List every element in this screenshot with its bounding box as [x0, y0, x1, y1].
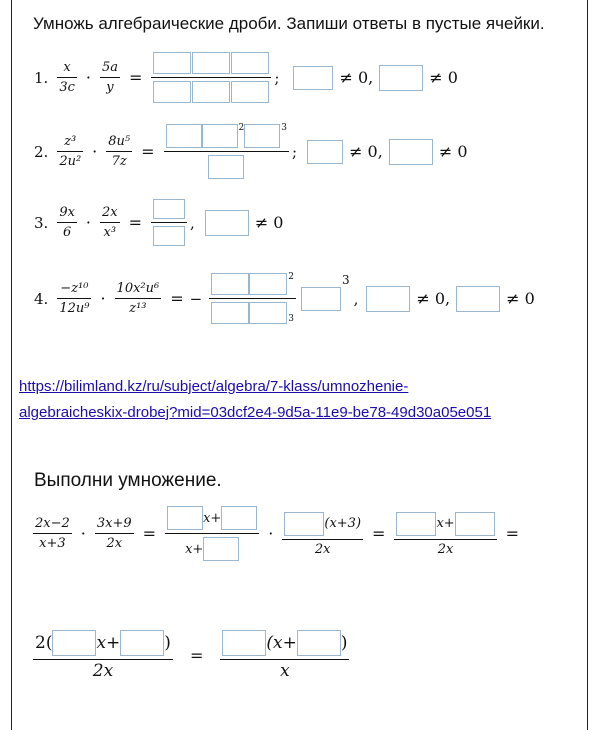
- not-equal-text: ≠ 0: [254, 213, 284, 232]
- exponent: 2: [288, 272, 294, 282]
- answer-box[interactable]: [153, 226, 185, 246]
- exponent: 3: [288, 314, 294, 324]
- fraction-bar: [394, 539, 496, 540]
- exercise-2: [34, 124, 474, 179]
- answer-box[interactable]: [211, 273, 249, 295]
- equals-sign: =: [170, 289, 184, 308]
- exercise-1: [34, 52, 464, 103]
- condition-box[interactable]: [293, 66, 333, 90]
- equals-sign: =: [142, 524, 157, 543]
- equals-sign: =: [189, 645, 204, 665]
- denominator: 2u²: [59, 154, 82, 169]
- answer-box[interactable]: [202, 124, 238, 148]
- fraction: [33, 517, 72, 550]
- fraction: [115, 282, 162, 315]
- equals-sign: =: [505, 524, 520, 543]
- answer-box[interactable]: [166, 124, 202, 148]
- numerator: 10x²u⁶: [116, 281, 160, 296]
- condition-box[interactable]: [379, 65, 423, 91]
- answer-box[interactable]: [153, 81, 191, 103]
- denominator: x+3: [39, 536, 66, 551]
- expression-text: 2(: [35, 632, 53, 653]
- numerator: 2x: [102, 205, 118, 220]
- equals-sign: =: [128, 213, 143, 232]
- left-border: [11, 0, 12, 730]
- condition-box[interactable]: [307, 140, 343, 164]
- answer-fraction: [151, 52, 271, 103]
- comma: ,: [353, 289, 359, 308]
- answer-fraction: [33, 630, 173, 680]
- exercise-number: 2.: [34, 142, 49, 161]
- exercise-number: 4.: [34, 289, 49, 308]
- expression-text: x+: [203, 510, 222, 526]
- dot-operator: ·: [92, 142, 98, 161]
- numerator: 2x−2: [35, 516, 70, 531]
- denominator: 2x: [106, 536, 123, 551]
- answer-box[interactable]: [192, 52, 230, 74]
- minus-sign: −: [189, 289, 203, 308]
- comma: ,: [190, 213, 195, 232]
- expression-text: (x+3): [324, 516, 362, 531]
- answer-fraction: [209, 273, 296, 324]
- answer-box[interactable]: [203, 537, 239, 561]
- dot-operator: ·: [268, 524, 274, 543]
- answer-box[interactable]: [249, 273, 287, 295]
- exponent: 3: [281, 123, 287, 133]
- answer-box[interactable]: [455, 512, 495, 536]
- lesson-link-line2[interactable]: algebraicheskix-drobej?mid=03dcf2e4-9d5a-11e9-be78-49d30a05e051: [19, 404, 492, 421]
- fraction-bar: [106, 151, 132, 152]
- equals-sign: =: [141, 142, 155, 161]
- answer-box[interactable]: [222, 630, 266, 656]
- fraction-bar: [151, 222, 187, 223]
- fraction: [100, 206, 120, 239]
- exercise-number: 1.: [34, 68, 49, 87]
- dot-operator: ·: [85, 213, 92, 232]
- semicolon: ;: [274, 68, 280, 87]
- exponent: 2: [238, 123, 245, 133]
- answer-fraction: [151, 199, 187, 246]
- fraction: [95, 517, 134, 550]
- denominator: 12u⁹: [59, 301, 90, 316]
- fraction-bar: [209, 298, 296, 299]
- answer-box[interactable]: [301, 287, 341, 311]
- fraction: [57, 61, 77, 94]
- answer-box[interactable]: [52, 630, 96, 656]
- fraction-bar: [57, 77, 77, 78]
- condition-box[interactable]: [389, 139, 433, 165]
- fraction-bar: [220, 659, 349, 660]
- not-equal-text: ≠ 0: [506, 289, 535, 308]
- answer-box[interactable]: [153, 199, 185, 219]
- numerator: 3x+9: [96, 516, 132, 531]
- expression-text: x+: [96, 632, 121, 653]
- answer-box[interactable]: [231, 52, 269, 74]
- fraction-bar: [57, 222, 77, 223]
- fraction-bar: [100, 77, 120, 78]
- equals-sign: =: [129, 68, 143, 87]
- fraction: [100, 61, 120, 94]
- denominator: x: [280, 661, 290, 681]
- denominator: y: [106, 80, 114, 95]
- numerator: x: [63, 60, 71, 75]
- condition-box[interactable]: [456, 286, 500, 312]
- fraction: [106, 135, 132, 168]
- denominator: 2x: [437, 541, 454, 557]
- fraction-bar: [33, 533, 72, 534]
- answer-fraction: [165, 506, 259, 561]
- denominator: 2x: [314, 541, 331, 557]
- fraction-bar: [57, 151, 83, 152]
- multiplication-row-2: [30, 630, 352, 680]
- right-border: [587, 0, 588, 730]
- equals-sign: =: [372, 524, 386, 543]
- expression-text: ): [340, 632, 348, 653]
- answer-box[interactable]: [284, 512, 324, 536]
- not-equal-text: ≠ 0,: [416, 289, 451, 308]
- denominator: 3c: [59, 80, 75, 95]
- fraction-bar: [100, 222, 120, 223]
- lesson-link-line1[interactable]: https://bilimland.kz/ru/subject/algebra/7-klass/umnozhenie-: [19, 378, 409, 395]
- fraction: [57, 282, 91, 315]
- answer-fraction: [282, 512, 363, 556]
- fraction-bar: [33, 659, 173, 660]
- numerator: 5a: [101, 60, 118, 75]
- exercise-4: [34, 273, 541, 324]
- answer-box[interactable]: [396, 512, 436, 536]
- exercise-number: 3.: [34, 213, 49, 232]
- expression-text: ): [164, 632, 171, 653]
- answer-box[interactable]: [120, 630, 164, 656]
- answer-box[interactable]: [249, 302, 287, 324]
- not-equal-text: ≠ 0,: [349, 142, 383, 161]
- condition-box[interactable]: [366, 286, 410, 312]
- exponent: 3: [341, 273, 350, 287]
- answer-fraction: [164, 124, 289, 179]
- denominator: 2x: [92, 661, 114, 681]
- numerator: 8u⁵: [108, 134, 131, 149]
- answer-box[interactable]: [192, 81, 230, 103]
- dot-operator: ·: [100, 289, 106, 308]
- fraction-bar: [57, 298, 91, 299]
- expression-text: x+: [436, 516, 455, 531]
- answer-box[interactable]: [244, 124, 280, 148]
- fraction-bar: [164, 151, 289, 152]
- numerator: 9x: [59, 205, 75, 220]
- task2-title: Выполни умножение.: [34, 470, 222, 491]
- answer-box[interactable]: [167, 506, 203, 530]
- answer-box[interactable]: [297, 630, 341, 656]
- condition-box[interactable]: [205, 210, 249, 236]
- not-equal-text: ≠ 0,: [339, 68, 374, 87]
- answer-box[interactable]: [211, 302, 249, 324]
- numerator: z³: [64, 134, 77, 149]
- denominator: x³: [103, 225, 117, 240]
- answer-box[interactable]: [208, 155, 244, 179]
- task1-title: Умножь алгебраические дроби. Запиши ответы в пустые ячейки.: [33, 14, 545, 33]
- fraction-bar: [95, 533, 134, 534]
- expression-text: (x+: [266, 632, 297, 653]
- dot-operator: ·: [85, 68, 91, 87]
- fraction-bar: [165, 533, 259, 534]
- answer-box[interactable]: [231, 81, 269, 103]
- numerator: −z¹⁰: [60, 281, 89, 296]
- denominator: 7z: [111, 154, 127, 169]
- answer-fraction: [394, 512, 496, 556]
- fraction: [57, 206, 77, 239]
- fraction-bar: [115, 298, 162, 299]
- semicolon: ;: [292, 142, 298, 161]
- answer-fraction: [220, 630, 349, 680]
- multiplication-row-1: [30, 506, 525, 561]
- dot-operator: ·: [80, 524, 86, 543]
- denominator: 6: [62, 225, 72, 240]
- not-equal-text: ≠ 0: [429, 68, 458, 87]
- fraction-bar: [151, 77, 271, 78]
- exercise-3: [34, 199, 289, 246]
- answer-box[interactable]: [153, 52, 191, 74]
- expression-text: x+: [185, 541, 204, 557]
- fraction-bar: [282, 539, 363, 540]
- fraction: [57, 135, 83, 168]
- denominator: z¹³: [129, 301, 147, 316]
- not-equal-text: ≠ 0: [438, 142, 468, 161]
- answer-box[interactable]: [221, 506, 257, 530]
